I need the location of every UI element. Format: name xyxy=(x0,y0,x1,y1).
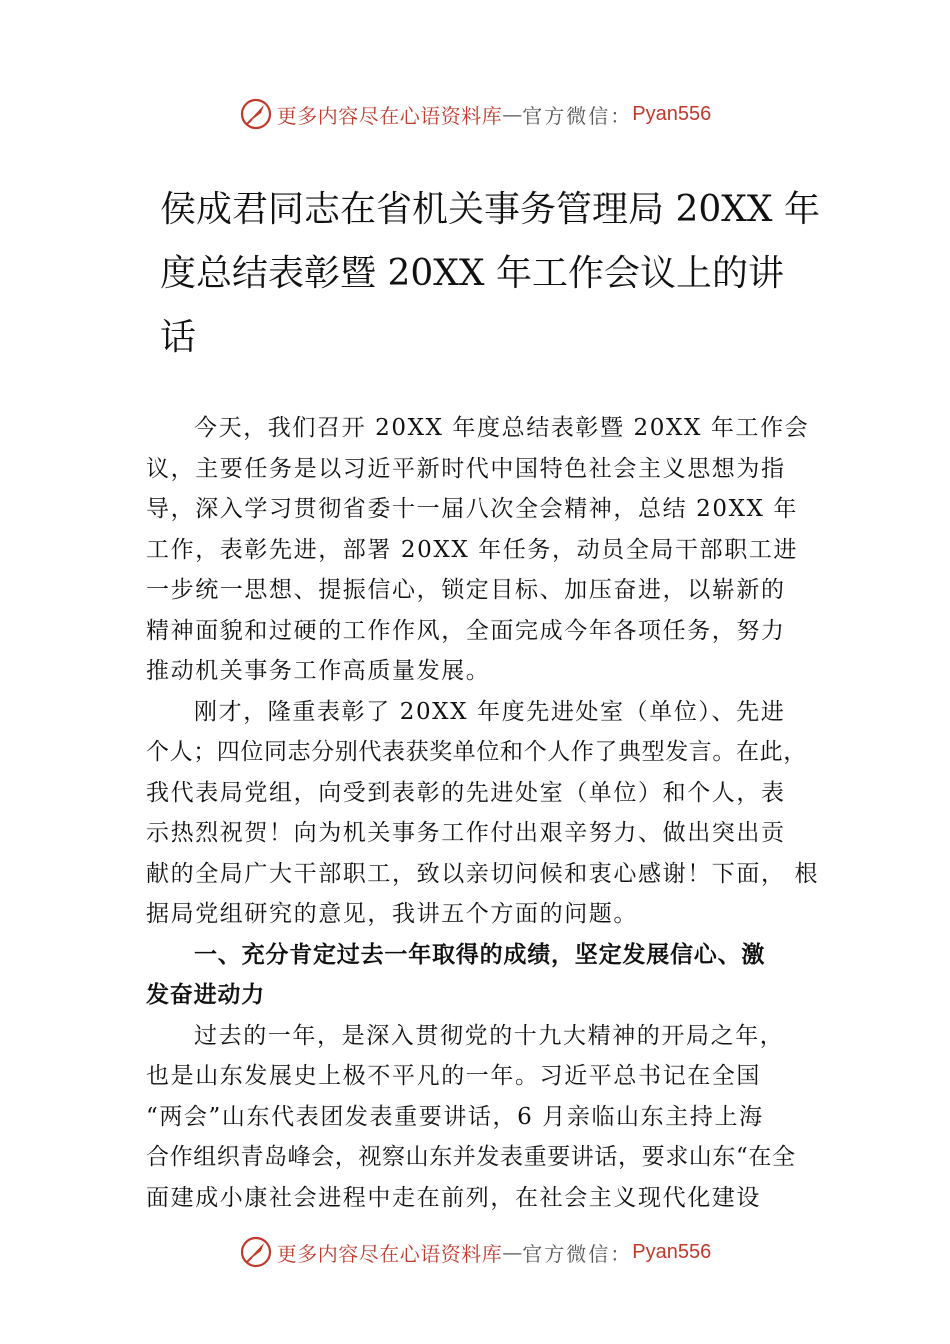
banner-dash: — xyxy=(502,1240,523,1264)
body-line: 一步统一思想、提振信心，锁定目标、加压奋进，以崭新的 xyxy=(146,577,786,603)
title-line: 度总结表彰暨 20XX 年工作会议上的讲 xyxy=(160,253,784,294)
body-line: 过去的一年，是深入贯彻党的十九大精神的开局之年， xyxy=(194,1022,785,1049)
quill-seal-icon xyxy=(239,97,273,131)
body-line: 议，主要任务是以习近平新时代中国特色社会主义思想为指 xyxy=(146,455,786,482)
document-title xyxy=(160,178,820,370)
title-line: 侯成君同志在省机关事务管理局 20XX 年 xyxy=(160,189,820,230)
body-line: 我代表局党组，向受到表彰的先进处室（单位）和个人，表 xyxy=(146,779,786,806)
body-line: 推动机关事务工作高质量发展。 xyxy=(146,658,491,684)
banner-wechat-label: 官方微信： xyxy=(522,1241,633,1266)
body-line: 合作组织青岛峰会，视察山东并发表重要讲话，要求山东“在全 xyxy=(146,1144,796,1170)
body-line: “两会”山东代表团发表重要讲话，6 月亲临山东主持上海 xyxy=(146,1103,764,1130)
body-line: 献的全局广大干部职工，致以亲切问候和衷心感谢！下面， 根 xyxy=(146,860,820,887)
body-line: 据局党组研究的意见，我讲五个方面的问题。 xyxy=(146,901,638,927)
banner-wechat-label: 官方微信： xyxy=(522,103,633,128)
document-body xyxy=(146,408,820,1218)
quill-seal-icon xyxy=(239,1235,273,1269)
body-line: 刚才，隆重表彰了 20XX 年度先进处室（单位）、先进 xyxy=(194,698,786,725)
body-line: 面建成小康社会进程中走在前列，在社会主义现代化建设 xyxy=(146,1184,761,1211)
section-heading: 一、充分肯定过去一年取得的成绩，坚定发展信心、激 xyxy=(194,941,766,968)
banner-wechat-id: Pyan556 xyxy=(632,102,712,125)
footer-banner xyxy=(0,1232,950,1272)
body-line: 个人；四位同志分别代表获奖单位和个人作了典型发言。在此， xyxy=(146,739,807,765)
banner-dash: — xyxy=(502,102,523,126)
section-heading: 发奋进动力 xyxy=(146,982,265,1008)
body-line: 示热烈祝贺！向为机关事务工作付出艰辛努力、做出突出贡 xyxy=(146,820,786,846)
title-line: 话 xyxy=(160,317,197,358)
banner-library-text: 更多内容尽在心语资料库 xyxy=(276,1241,503,1266)
body-line: 导，深入学习贯彻省委十一届八次全会精神，总结 20XX 年 xyxy=(146,496,799,522)
body-line: 今天，我们召开 20XX 年度总结表彰暨 20XX 年工作会 xyxy=(194,415,810,441)
body-line: 也是山东发展史上极不平凡的一年。习近平总书记在全国 xyxy=(146,1063,761,1089)
body-line: 工作，表彰先进，部署 20XX 年任务，动员全局干部职工进 xyxy=(146,536,799,563)
body-line: 精神面貌和过硬的工作作风，全面完成今年各项任务，努力 xyxy=(146,617,786,644)
header-banner xyxy=(0,94,950,134)
banner-library-text: 更多内容尽在心语资料库 xyxy=(276,103,503,128)
banner-wechat-id: Pyan556 xyxy=(632,1240,712,1263)
